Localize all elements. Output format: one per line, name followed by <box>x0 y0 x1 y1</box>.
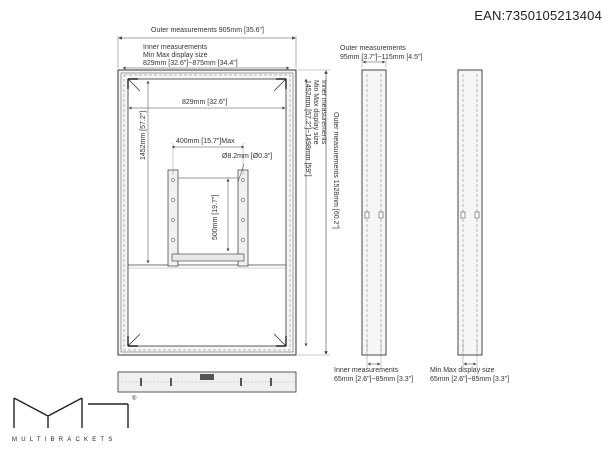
inner-area <box>128 79 286 346</box>
bracket-left <box>168 170 178 266</box>
side-inner-minmax-label: Min Max display size <box>312 80 319 145</box>
side2-range: 65mm [2.6"]~85mm [3.3"] <box>430 376 510 383</box>
side-inner-title-label: Inner measurements <box>320 80 327 145</box>
ean-code: EAN:7350105213404 <box>474 8 602 23</box>
outer-width-label: Outer measurements 905mm [35.6"] <box>151 27 264 34</box>
inner-width-range-label: 829mm [32.6"]~875mm [34.4"] <box>143 60 238 67</box>
brand-name: MULTIBRACKETS <box>12 437 117 443</box>
side1-inner-range: 65mm [2.6"]~85mm [3.3"] <box>334 376 414 383</box>
registered-mark: ® <box>132 396 137 402</box>
bracket-right <box>238 170 248 266</box>
side-view-1 <box>362 58 386 368</box>
inner-height-label: 1452mm [57.2"] <box>140 110 147 160</box>
side-view-2 <box>458 70 482 368</box>
side-inner-range-label: 1452mm [57.2"]~1498mm [59"] <box>304 80 311 177</box>
bottom-profile <box>118 372 296 392</box>
inner-minmax-label: Min Max display size <box>143 52 208 59</box>
mount-width-label: 400mm [15.7"]Max <box>176 138 235 145</box>
side1-outer-range: 95mm [3.7"]~115mm [4.5"] <box>340 54 423 61</box>
brand-logo-mark <box>14 398 128 428</box>
outer-height-label: Outer measurements 1528mm [60.2"] <box>332 112 339 229</box>
front-view <box>118 36 330 355</box>
side2-title: Min Max display size <box>430 367 495 374</box>
inner-width-label: 829mm [32.6"] <box>182 99 228 106</box>
hole-diameter-label: Ø8.2mm [Ø0.3"] <box>222 153 273 160</box>
mount-height-label: 500mm [19.7"] <box>212 194 219 240</box>
inner-title-label: Inner measurements <box>143 44 208 51</box>
side1-outer-title: Outer measurements <box>340 45 406 52</box>
side1-inner-title: Inner measurements <box>334 367 399 374</box>
